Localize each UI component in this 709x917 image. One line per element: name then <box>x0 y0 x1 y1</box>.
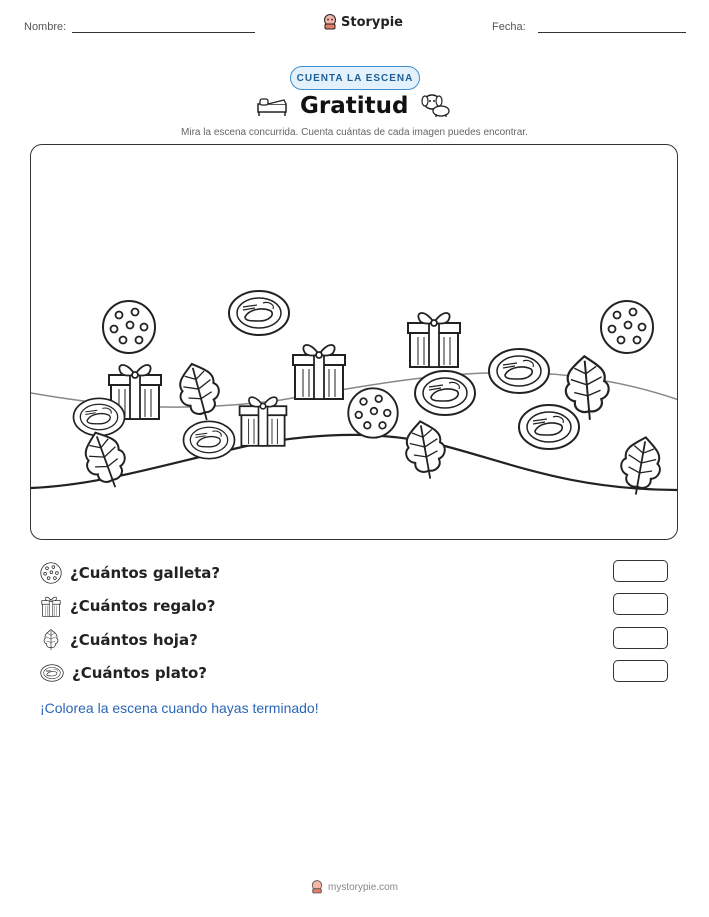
leaf-3 <box>401 418 449 482</box>
date-label: Fecha: <box>492 21 526 33</box>
plate-3 <box>184 421 235 458</box>
leaf-2 <box>77 426 133 494</box>
plate-icon <box>40 663 64 683</box>
name-field[interactable] <box>72 32 255 33</box>
scene-frame[interactable] <box>30 144 678 540</box>
instructions: Mira la escena concurrida. Cuenta cuántas de cada imagen puedes encontrar. <box>181 127 528 138</box>
footer <box>0 880 709 894</box>
gift-4 <box>408 313 460 367</box>
activity-badge: CUENTA LA ESCENA <box>290 66 420 90</box>
cookie-1 <box>103 301 155 353</box>
plate-5 <box>489 349 549 393</box>
gift-2 <box>293 345 345 399</box>
puppy-icon <box>420 92 452 118</box>
answer-box-leaves[interactable] <box>613 627 668 649</box>
brand-logo <box>323 14 403 30</box>
question-text: ¿Cuántos plato? <box>72 664 207 682</box>
footer-url[interactable]: mystorypie.com <box>327 881 398 893</box>
bed-icon <box>256 94 288 118</box>
page-title: Gratitud <box>300 93 409 119</box>
plate-4 <box>415 371 475 415</box>
answer-box-plates[interactable] <box>613 660 668 682</box>
question-cookies <box>40 561 220 585</box>
question-leaves <box>40 628 198 652</box>
question-text: ¿Cuántos galleta? <box>70 564 221 582</box>
cookie-3 <box>348 388 397 437</box>
question-text: ¿Cuántos hoja? <box>70 631 198 649</box>
scene-illustration <box>31 145 678 540</box>
storypie-mascot-icon <box>323 14 337 30</box>
answer-box-cookies[interactable] <box>613 560 668 582</box>
gift-icon <box>40 595 62 617</box>
answer-box-gifts[interactable] <box>613 593 668 615</box>
plate-1 <box>229 291 289 335</box>
leaf-1 <box>173 359 226 425</box>
plate-6 <box>519 405 579 449</box>
cookie-icon <box>40 562 62 584</box>
date-field[interactable] <box>538 32 686 33</box>
coloring-note: ¡Colorea la escena cuando hayas terminado! <box>40 700 319 716</box>
cookie-2 <box>601 301 653 353</box>
question-text: ¿Cuántos regalo? <box>70 597 216 615</box>
question-plates <box>40 661 207 685</box>
plate-2 <box>74 398 125 435</box>
name-label: Nombre: <box>24 21 67 33</box>
leaf-icon <box>40 629 62 651</box>
storypie-mascot-icon <box>311 880 323 894</box>
brand-name: Storypie <box>341 14 403 30</box>
question-gifts <box>40 594 215 618</box>
